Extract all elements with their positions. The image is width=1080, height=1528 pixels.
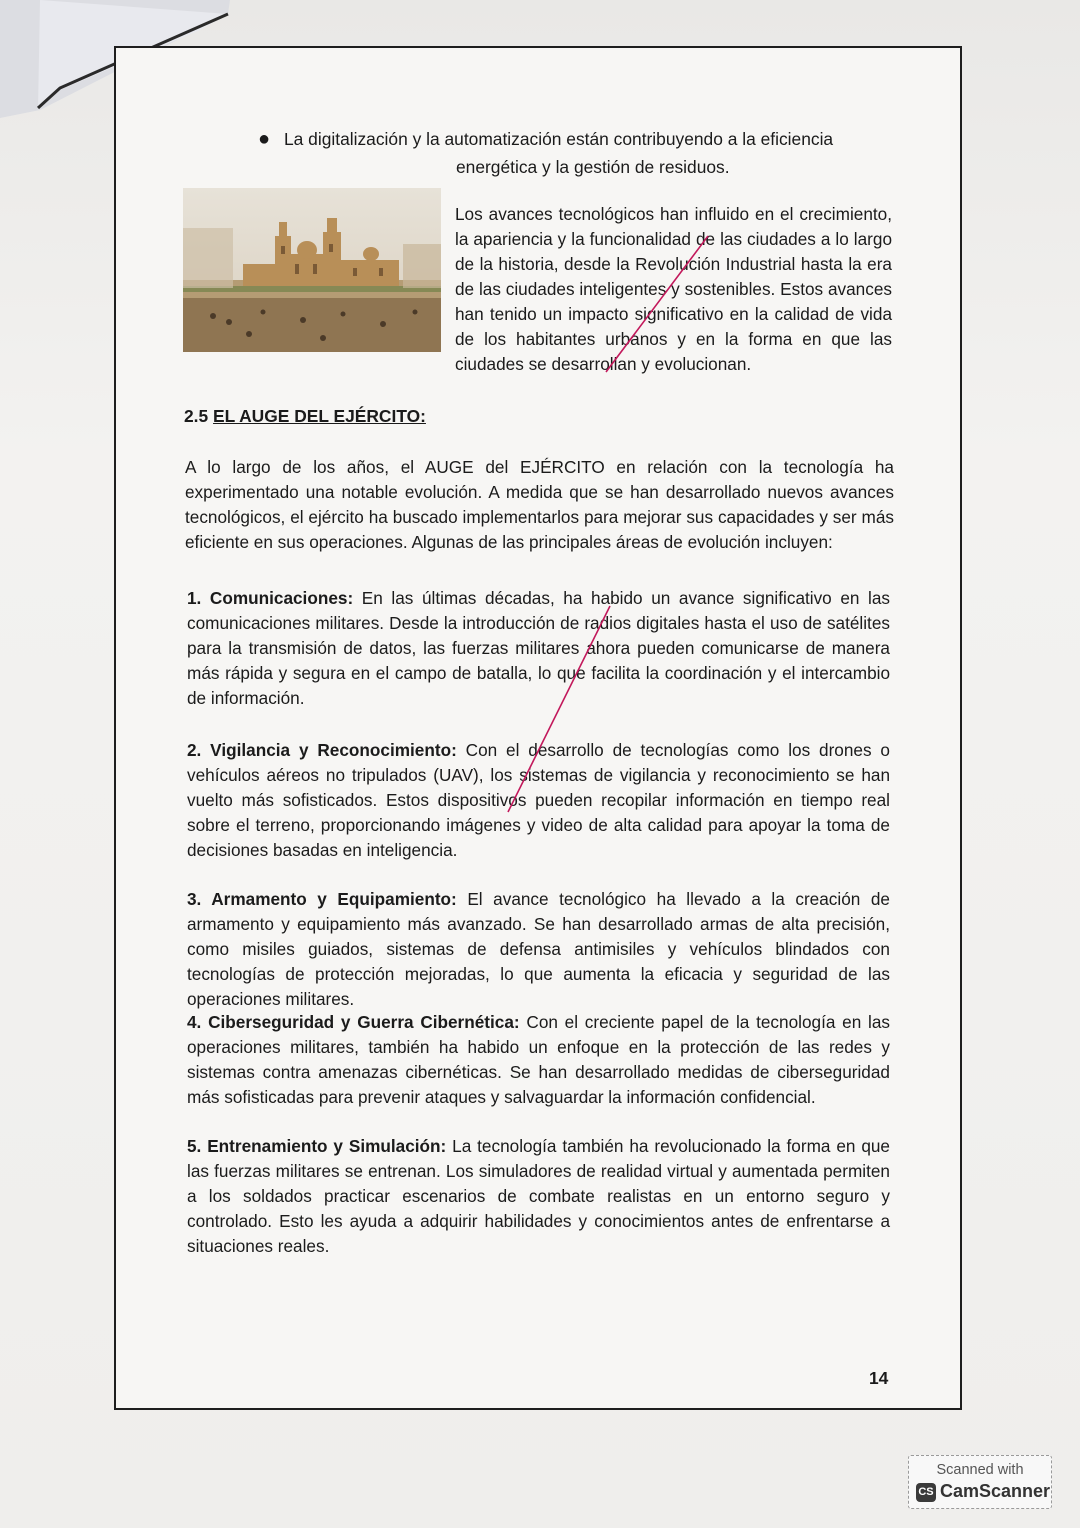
intro-paragraph: Los avances tecnológicos han influido en el crecimiento, la apariencia y la funcionalidad de las ciudades a lo largo de la historia, desde la Revolución Industrial hasta la era de las ciudades inteligentes y sostenibles. Estos avances han tenido un impacto significativo en la calidad de vida de los habitantes urbanos y en la forma en que las ciudades se desarrollan y evolucionan. bbox=[455, 204, 892, 374]
list-item-comunicaciones bbox=[187, 586, 890, 711]
item-text: La tecnología también ha revolucionado la forma en que las fuerzas militares se entrenan. Los simuladores de realidad virtual y aumentada permiten a los soldados practicar escenarios de combate realistas en un entorno seguro y controlado. Esto les ayuda a adquirir habilidades y conocimientos antes de enfrentarse a situaciones reales. bbox=[187, 1136, 890, 1256]
section-heading bbox=[184, 404, 426, 429]
watermark-line1: Scanned with bbox=[936, 1462, 1024, 1478]
section-number: 2.5 bbox=[184, 406, 209, 426]
bullet-dot-icon: ● bbox=[258, 128, 271, 150]
item-title: 4. Ciberseguridad y Guerra Cibernética: bbox=[187, 1012, 520, 1032]
section-title: EL AUGE DEL EJÉRCITO: bbox=[213, 406, 426, 426]
item-text: El avance tecnológico ha llevado a la creación de armamento y equipamiento más avanzado. Se han desarrollado armas de alta precisión, como misiles guiados, sistemas de defensa antimisiles y vehículos blindados con tecnologías de protección mejoradas, lo que aumenta la eficacia y seguridad de las operaciones militares. bbox=[187, 889, 890, 1009]
item-text: Con el desarrollo de tecnologías como los drones o vehículos aéreos no tripulados (UAV), los sistemas de vigilancia y reconocimiento se han vuelto más sofisticados. Estos dispositivos pueden recopilar información en tiempo real sobre el terreno, proporcionando imágenes y video de alta calidad para apoyar la toma de decisiones basadas en inteligencia. bbox=[187, 740, 890, 860]
list-item-ciberseguridad bbox=[187, 1010, 890, 1110]
watermark-line2: CamScanner bbox=[940, 1481, 1051, 1501]
list-item-vigilancia bbox=[187, 738, 890, 863]
item-text: En las últimas décadas, ha habido un avance significativo en las comunicaciones militares. Desde la introducción de radios digitales hasta el uso de satélites para la transmisión de datos, las fuerzas militares ahora pueden comunicarse de manera más rápida y segura en el campo de batalla, lo que facilita la coordinación y el intercambio de información. bbox=[187, 588, 891, 708]
camscanner-logo-icon: CS bbox=[916, 1483, 936, 1502]
camscanner-watermark bbox=[908, 1455, 1052, 1509]
item-title: 3. Armamento y Equipamiento: bbox=[187, 889, 457, 909]
bullet-text-line2: energética y la gestión de residuos. bbox=[456, 157, 730, 177]
item-text: Con el creciente papel de la tecnología en las operaciones militares, también ha habido un enfoque en la protección de las redes y sistemas contra amenazas cibernéticas. Se han desarrollado medidas de ciberseguridad más sofisticadas para prevenir ataques y salvaguardar la información confidencial. bbox=[187, 1012, 890, 1107]
page-number: 14 bbox=[869, 1368, 889, 1388]
city-cathedral-image bbox=[183, 188, 441, 352]
bullet-item bbox=[258, 127, 894, 152]
bullet-text-line1: La digitalización y la automatización están contribuyendo a la eficiencia bbox=[284, 129, 834, 149]
list-item-armamento bbox=[187, 887, 890, 1012]
item-title: 2. Vigilancia y Reconocimiento: bbox=[187, 740, 457, 760]
list-item-entrenamiento bbox=[187, 1134, 890, 1259]
item-title: 1. Comunicaciones: bbox=[187, 588, 354, 608]
main-paragraph: A lo largo de los años, el AUGE del EJÉRCITO en relación con la tecnología ha experimentado una notable evolución. A medida que se han desarrollado nuevos avances tecnológicos, el ejército ha buscado implementarlos para mejorar sus capacidades y ser más eficiente en sus operaciones. Algunas de las principales áreas de evolución incluyen: bbox=[185, 457, 894, 552]
item-title: 5. Entrenamiento y Simulación: bbox=[187, 1136, 447, 1156]
